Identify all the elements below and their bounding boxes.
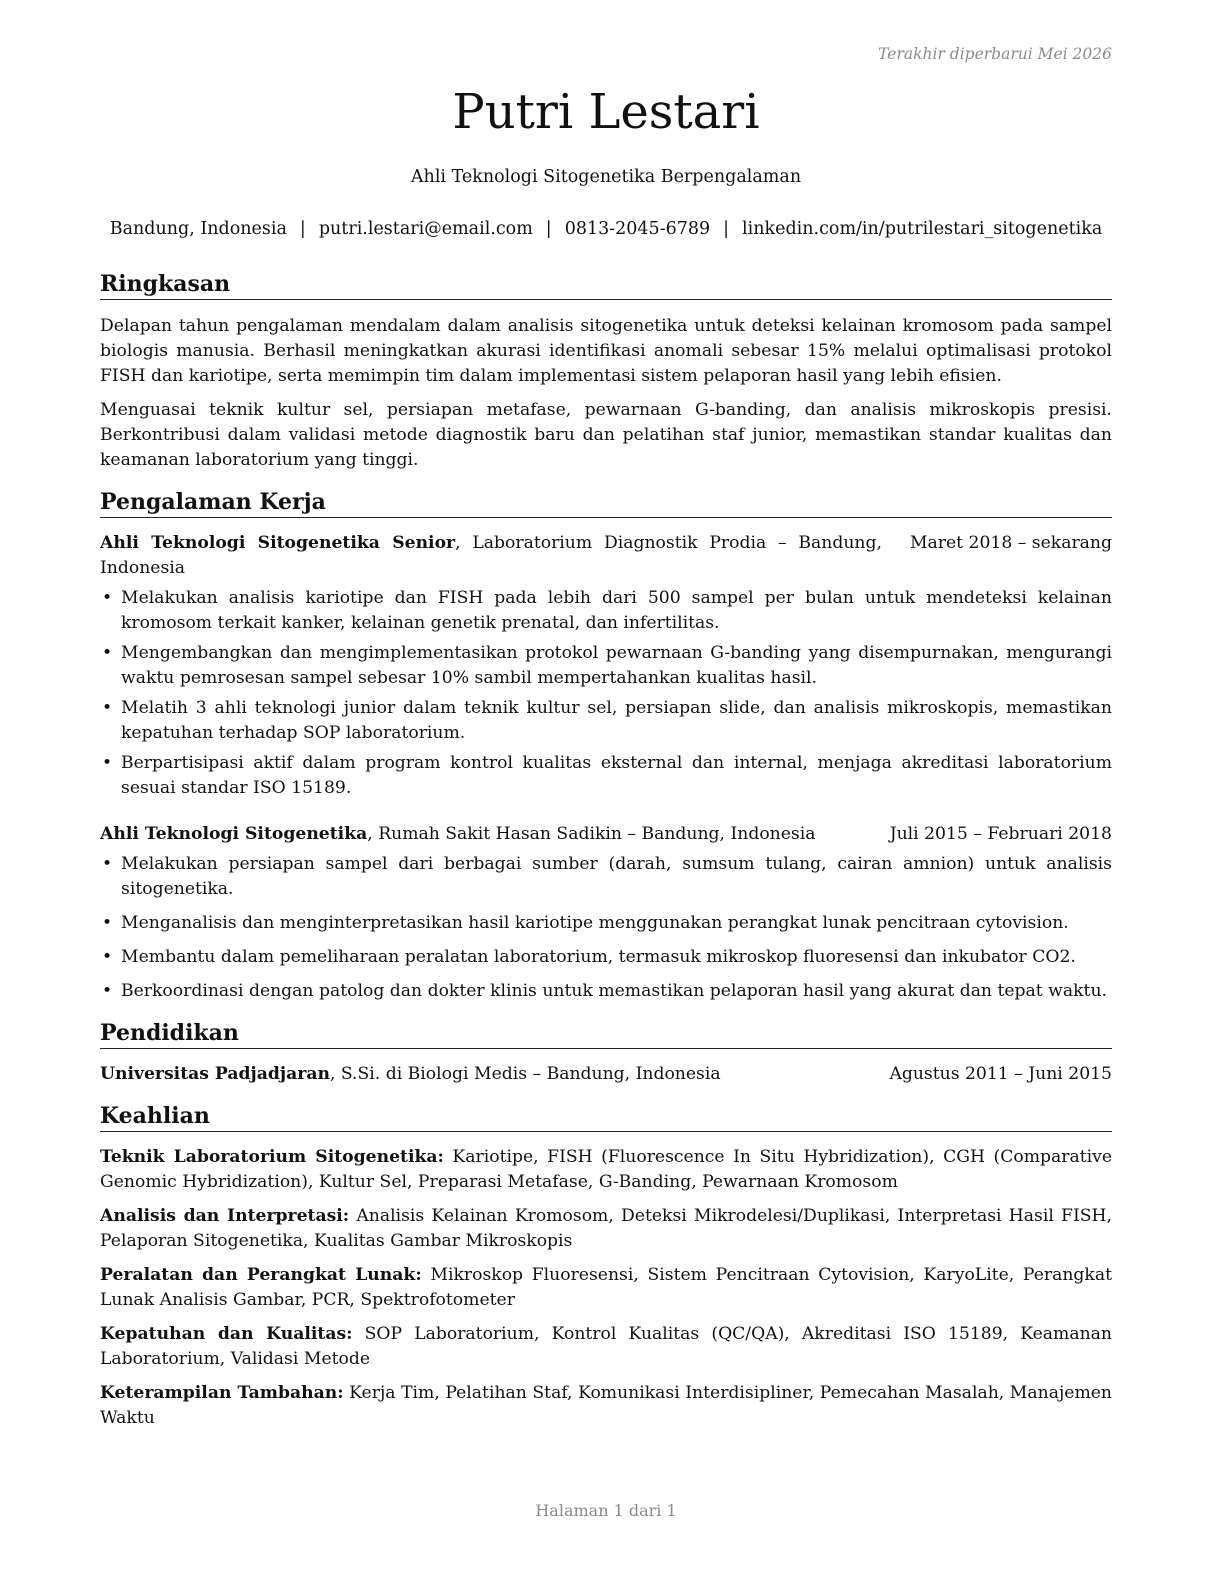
section-heading-summary: Ringkasan [100,270,1112,300]
skill-item [100,1322,1112,1372]
job-bullet-text: Mengembangkan dan mengimplementasikan protokol pewarnaan G-banding yang disempurnakan, mengurangi waktu pemrosesan sampel sebesar 10% sambil mempertahankan kualitas hasil. [121,643,1112,688]
job-title-employer [100,822,862,847]
section-heading-experience: Pengalaman Kerja [100,488,1112,518]
bullet-dot-icon: • [102,643,113,663]
contact-separator: | [299,219,306,239]
job-bullet [100,586,1112,636]
education-degree: , S.Si. di Biologi Medis – Bandung, Indonesia [329,1064,721,1084]
job-bullet-text: Melatih 3 ahli teknologi junior dalam teknik kultur sel, persiapan slide, dan analisis mikroskopis, memastikan kepatuhan terhadap SOP laboratorium. [121,698,1112,743]
bullet-dot-icon: • [102,588,113,608]
summary-section [100,270,1112,473]
job-entry [100,822,1112,1004]
job-bullet [100,696,1112,746]
skills-list [100,1145,1112,1431]
bullet-dot-icon: • [102,698,113,718]
job-title-employer [100,531,882,581]
last-updated-note: Terakhir diperbarui Mei 2026 [878,45,1112,63]
skill-text: SOP Laboratorium, Kontrol Kualitas (QC/QA), Akreditasi ISO 15189, Keamanan Laboratorium, Validasi Metode [100,1324,1112,1369]
bullet-dot-icon: • [102,947,113,967]
section-heading-education: Pendidikan [100,1019,1112,1049]
contact-location: Bandung, Indonesia [109,219,287,239]
job-bullet-text: Menganalisis dan menginterpretasikan hasil kariotipe menggunakan perangkat lunak pencitraan cytovision. [121,913,1069,933]
job-employer: , Laboratorium Diagnostik Prodia – Bandung, Indonesia [100,533,882,578]
job-bullets [100,586,1112,801]
education-institution-degree [100,1062,721,1087]
job-bullets [100,852,1112,1004]
education-dates: Agustus 2011 – Juni 2015 [889,1064,1112,1084]
summary-paragraph: Delapan tahun pengalaman mendalam dalam analisis sitogenetika untuk deteksi kelainan kromosom pada sampel biologis manusia. Berhasil meningkatkan akurasi identifikasi anomali sebesar 15% melalui optimalisasi protokol FISH dan kariotipe, serta memimpin tim dalam implementasi sistem pelaporan hasil yang lebih efisien. [100,316,1112,386]
candidate-headline: Ahli Teknologi Sitogenetika Berpengalaman [410,167,802,187]
bullet-dot-icon: • [102,981,113,1001]
candidate-name: Putri Lestari [452,84,760,140]
education-institution: Universitas Padjadjaran [100,1064,330,1084]
contact-email[interactable]: putri.lestari@email.com [318,219,533,239]
skill-item [100,1204,1112,1254]
skill-item [100,1145,1112,1195]
job-bullet-text: Melakukan persiapan sampel dari berbagai sumber (darah, sumsum tulang, cairan amnion) untuk analisis sitogenetika. [121,854,1112,899]
job-entry [100,531,1112,801]
resume-body [100,270,1112,1431]
section-heading-skills: Keahlian [100,1102,1112,1132]
summary-paragraph: Menguasai teknik kultur sel, persiapan metafase, pewarnaan G-banding, dan analisis mikroskopis presisi. Berkontribusi dalam validasi metode diagnostik baru dan pelatihan staf junior, memastikan standar kualitas dan keamanan laboratorium yang tinggi. [100,400,1112,470]
job-dates: Juli 2015 – Februari 2018 [889,824,1112,844]
job-role: Ahli Teknologi Sitogenetika Senior [100,533,456,553]
education-section [100,1019,1112,1087]
job-bullet [100,911,1112,936]
skills-section [100,1102,1112,1431]
job-role: Ahli Teknologi Sitogenetika [100,824,368,844]
job-employer: , Rumah Sakit Hasan Sadikin – Bandung, Indonesia [367,824,816,844]
job-dates: Maret 2018 – sekarang [909,533,1112,553]
skill-label: Peralatan dan Perangkat Lunak: [100,1265,422,1285]
job-bullet [100,641,1112,691]
skill-label: Kepatuhan dan Kualitas: [100,1324,353,1344]
contact-phone: 0813-2045-6789 [564,219,711,239]
job-bullet [100,979,1112,1004]
education-entry [100,1062,1112,1087]
job-bullet-text: Berkoordinasi dengan patolog dan dokter klinis untuk memastikan pelaporan hasil yang akurat dan tepat waktu. [121,981,1107,1001]
bullet-dot-icon: • [102,913,113,933]
skill-item [100,1263,1112,1313]
job-header [100,822,1112,847]
skill-text: Kerja Tim, Pelatihan Staf, Komunikasi Interdisipliner, Pemecahan Masalah, Manajemen Waktu [100,1383,1112,1428]
job-header [100,531,1112,581]
skill-item [100,1381,1112,1431]
job-bullet-text: Membantu dalam pemeliharaan peralatan laboratorium, termasuk mikroskop fluoresensi dan inkubator CO2. [121,947,1076,967]
job-bullet [100,852,1112,902]
skill-text: Mikroskop Fluoresensi, Sistem Pencitraan Cytovision, KaryoLite, Perangkat Lunak Analisis Gambar, PCR, Spektrofotometer [100,1265,1113,1310]
skill-text: Kariotipe, FISH (Fluorescence In Situ Hybridization), CGH (Comparative Genomic Hybridization), Kultur Sel, Preparasi Metafase, G-Banding, Pewarnaan Kromosom [100,1147,1112,1192]
skill-label: Teknik Laboratorium Sitogenetika: [100,1147,444,1167]
bullet-dot-icon: • [102,854,113,874]
skill-label: Analisis dan Interpretasi: [100,1206,350,1226]
page-number: Halaman 1 dari 1 [535,1501,677,1520]
experience-section [100,488,1112,1004]
job-bullet-text: Berpartisipasi aktif dalam program kontrol kualitas eksternal dan internal, menjaga akreditasi laboratorium sesuai standar ISO 15189. [121,753,1112,798]
contact-separator: | [545,219,552,239]
job-bullet [100,945,1112,970]
skill-text: Analisis Kelainan Kromosom, Deteksi Mikrodelesi/Duplikasi, Interpretasi Hasil FISH, Pelaporan Sitogenetika, Kualitas Gambar Mikroskopis [100,1206,1112,1251]
contact-linkedin[interactable]: linkedin.com/in/putrilestari_sitogenetika [742,219,1103,239]
bullet-dot-icon: • [102,753,113,773]
contact-separator: | [723,219,730,239]
contact-line [100,219,1112,239]
job-bullet [100,751,1112,801]
resume-page [100,0,1112,1584]
job-bullet-text: Melakukan analisis kariotipe dan FISH pada lebih dari 500 sampel per bulan untuk mendeteksi kelainan kromosom terkait kanker, kelainan genetik prenatal, dan infertilitas. [121,588,1112,633]
skill-label: Keterampilan Tambahan: [100,1383,344,1403]
